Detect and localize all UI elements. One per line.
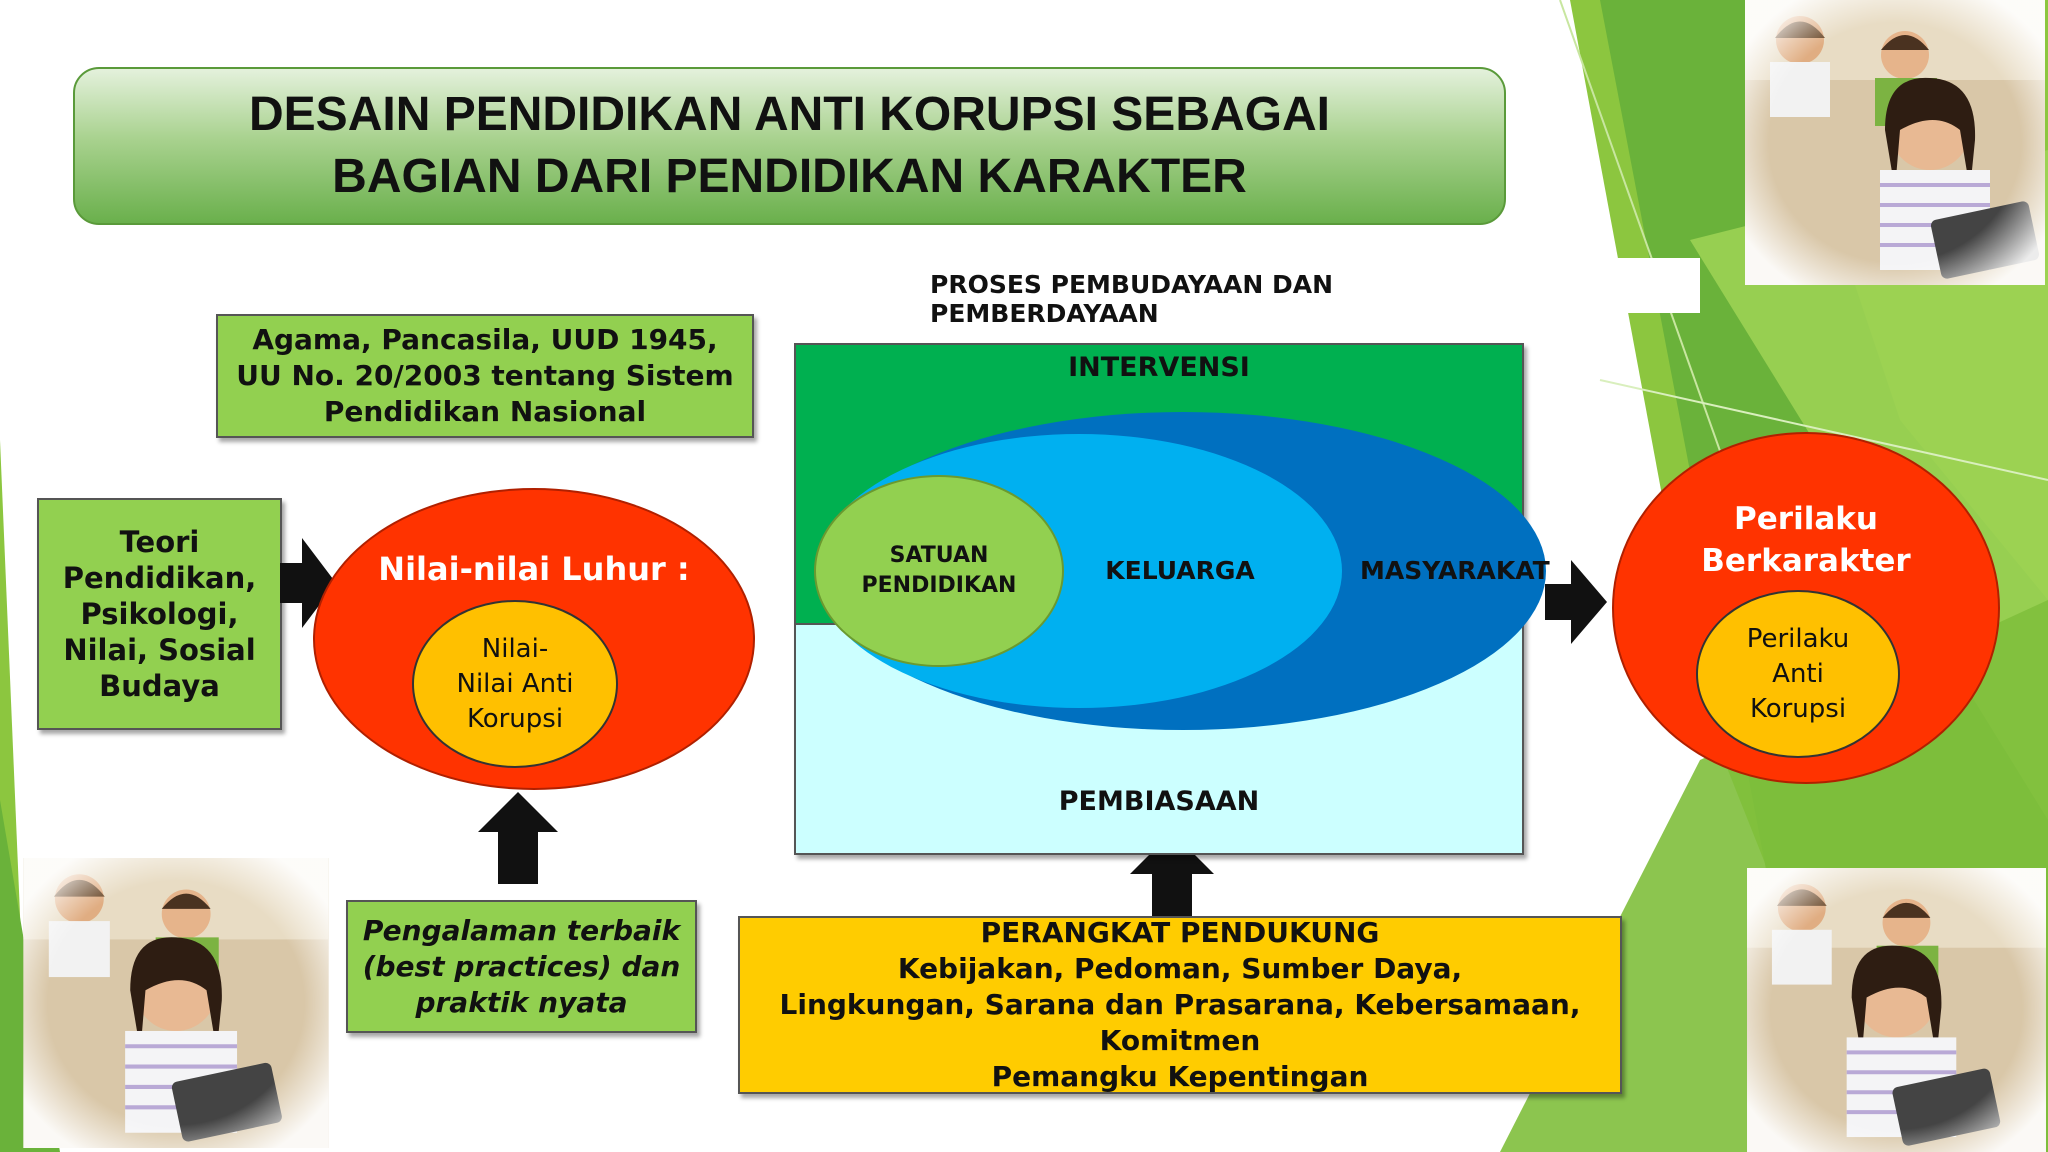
satuan-line: SATUAN	[889, 543, 989, 568]
best-practice-line: praktik nyata	[415, 985, 628, 1019]
support-heading: PERANGKAT PENDUKUNG	[980, 916, 1380, 949]
keluarga-label: KELUARGA	[1105, 556, 1255, 585]
heading-backdrop	[1500, 258, 1700, 313]
title-line-2: BAGIAN DARI PENDIDIKAN KARAKTER	[332, 150, 1247, 203]
title-banner	[73, 67, 1506, 225]
student-photo	[1745, 868, 2048, 1152]
theory-line: Budaya	[99, 669, 220, 703]
best-practice-line: Pengalaman terbaik	[362, 913, 681, 947]
theory-line: Teori	[119, 525, 200, 559]
support-line: Lingkungan, Sarana dan Prasarana, Kebersamaan, Komitmen	[779, 988, 1581, 1057]
values-inner-line: Nilai-	[481, 633, 549, 664]
intervensi-label: INTERVENSI	[1068, 352, 1250, 383]
theory-line: Psikologi,	[80, 597, 239, 631]
theory-box	[37, 498, 282, 730]
theory-line: Nilai, Sosial	[63, 633, 256, 667]
title-line-1: DESAIN PENDIDIKAN ANTI KORUPSI SEBAGAI	[249, 88, 1330, 141]
outcome-inner-line: Perilaku	[1746, 623, 1850, 654]
outcome-line: Perilaku	[1734, 501, 1878, 537]
student-photo	[15, 858, 337, 1148]
values-inner-line: Korupsi	[466, 703, 564, 734]
values-circle-label: Nilai-nilai Luhur :	[378, 550, 690, 588]
pembiasaan-label: PEMBIASAAN	[1058, 786, 1260, 817]
process-heading: PROSES PEMBUDAYAAN DAN PEMBERDAYAAN	[930, 270, 1334, 328]
anti-corruption-behavior	[1696, 590, 1900, 758]
masyarakat-label: MASYARAKAT	[1360, 556, 1550, 585]
outcome-inner-line: Korupsi	[1749, 693, 1847, 724]
values-inner-line: Nilai Anti	[456, 668, 574, 699]
arrow-up-icon	[478, 792, 558, 884]
student-photo	[1745, 0, 2045, 285]
foundation-line: Agama, Pancasila, UUD 1945,	[252, 323, 718, 356]
foundation-line: UU No. 20/2003 tentang Sistem	[236, 359, 734, 392]
satuan-line: PENDIDIKAN	[861, 573, 1017, 598]
outcome-line: Berkarakter	[1701, 543, 1911, 579]
support-line: Pemangku Kepentingan	[991, 1060, 1369, 1093]
best-practice-line: (best practices) dan	[362, 949, 681, 983]
support-box	[738, 916, 1622, 1094]
anti-corruption-values	[412, 600, 618, 768]
support-line: Kebijakan, Pedoman, Sumber Daya,	[897, 952, 1463, 985]
satuan-pendidikan-ellipse	[814, 475, 1064, 667]
theory-line: Pendidikan,	[62, 561, 257, 595]
best-practice-box	[346, 900, 697, 1033]
outcome-inner-line: Anti	[1772, 658, 1824, 689]
foundation-box	[216, 314, 754, 438]
arrow-right-icon	[1545, 560, 1607, 644]
foundation-line: Pendidikan Nasional	[323, 395, 647, 428]
